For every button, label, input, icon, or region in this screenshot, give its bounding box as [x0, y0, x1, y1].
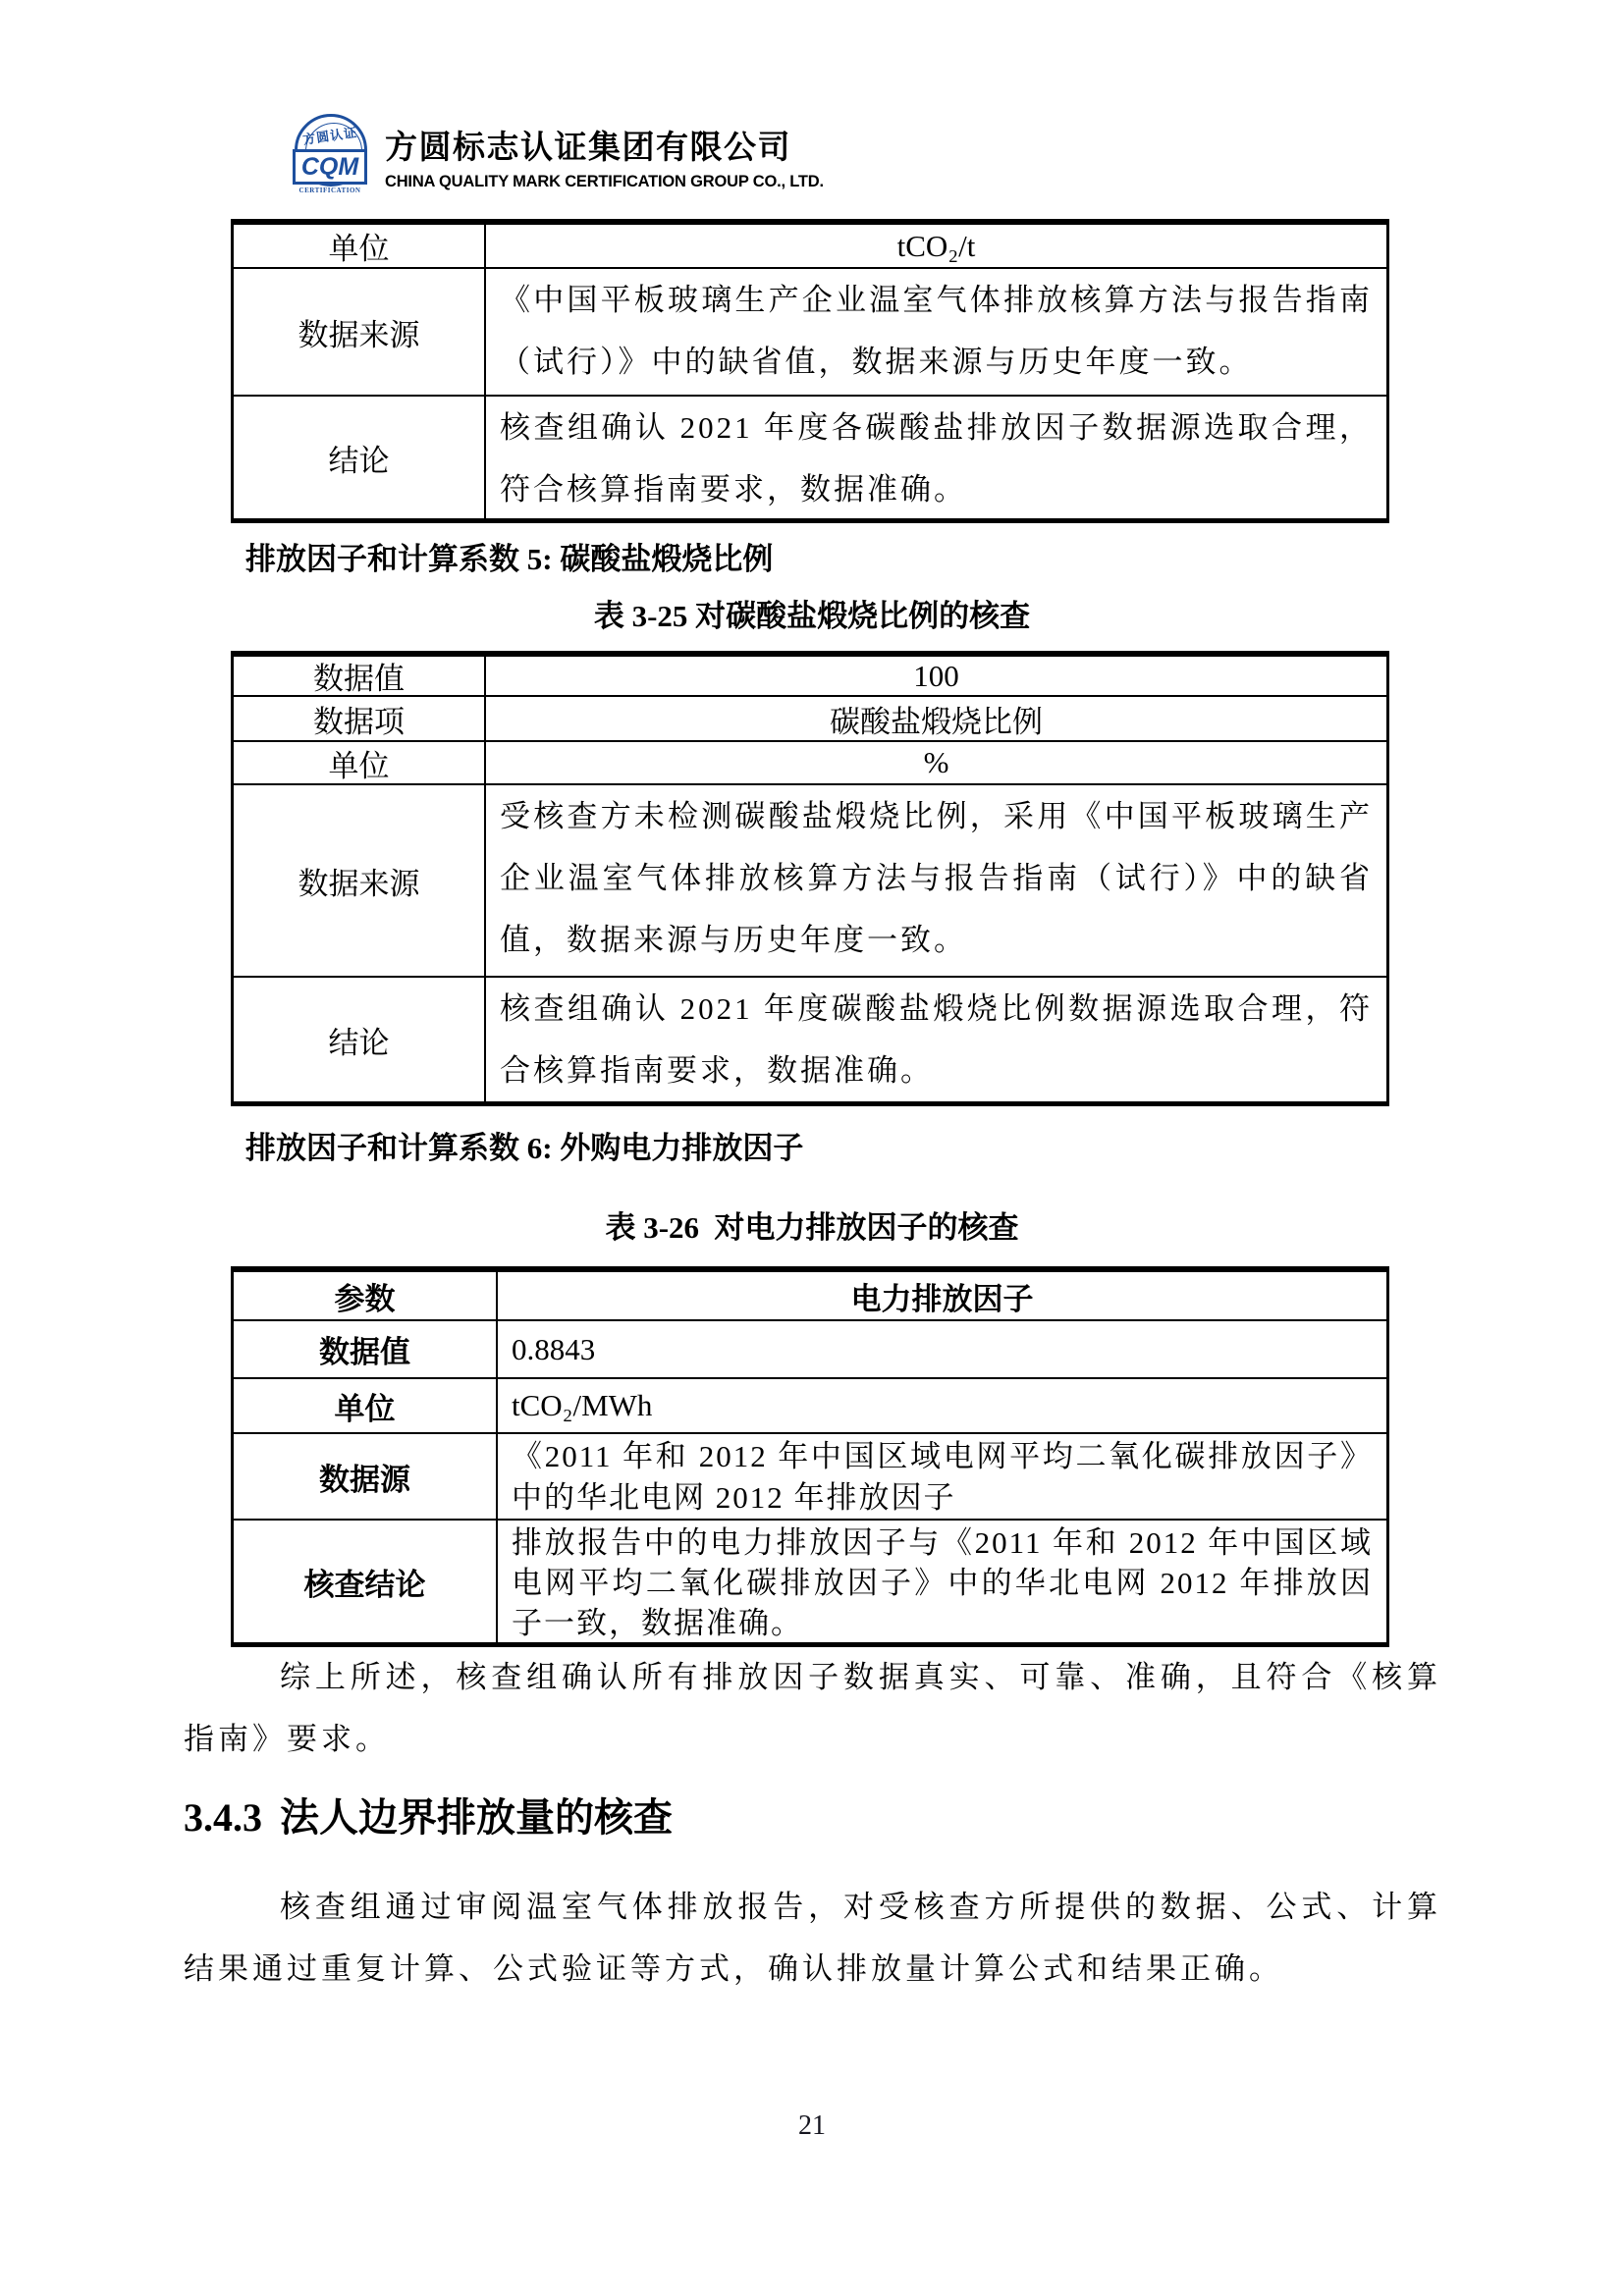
row-value: 0.8843 — [512, 1331, 596, 1366]
row-value: 《2011 年和 2012 年中国区域电网平均二氧化碳排放因子》中的华北电网 2012 年排放因子 — [512, 1439, 1373, 1515]
factor6-heading: 排放因子和计算系数 6: 外购电力排放因子 — [245, 1131, 804, 1165]
row-value: tCO₂/MWh — [512, 1388, 653, 1422]
table-row — [234, 657, 1386, 695]
company-header — [293, 112, 1176, 220]
table-row — [234, 976, 1386, 1101]
table-row — [234, 267, 1386, 395]
company-name-cn: 方圆标志认证集团有限公司 — [385, 131, 791, 166]
table-row — [234, 740, 1386, 783]
summary-paragraph: 综上所述，核查组确认所有排放因子数据真实、可靠、准确，且符合《核算指南》要求。 — [184, 1660, 1441, 1756]
row-value: 100 — [913, 658, 959, 693]
table-3-26 — [231, 1266, 1389, 1647]
row-label: 单位 — [234, 1379, 498, 1432]
row-label: 结论 — [234, 397, 486, 518]
row-label: 结论 — [234, 978, 486, 1101]
section-title: 法人边界排放量的核查 — [280, 1795, 673, 1840]
table-3-25-title: 表 3-25 对碳酸盐煅烧比例的核查 — [593, 599, 1031, 633]
table-row — [234, 695, 1386, 740]
row-value: 核查组确认 2021 年度碳酸盐煅烧比例数据源选取合理，符合核算指南要求，数据准确。 — [500, 991, 1373, 1088]
cqm-logo-icon — [293, 114, 367, 202]
row-value: 碳酸盐煅烧比例 — [830, 704, 1043, 739]
table-row — [234, 225, 1386, 267]
row-label: 数据值 — [234, 657, 486, 695]
row-value: 《中国平板玻璃生产企业温室气体排放核算方法与报告指南（试行）》中的缺省值，数据来源与历史年度一致。 — [500, 283, 1373, 379]
table-row — [234, 1519, 1386, 1642]
row-label: 单位 — [234, 225, 486, 267]
table-row — [234, 1432, 1386, 1519]
row-label: 数据源 — [234, 1434, 498, 1519]
row-value: tCO₂/t — [896, 228, 976, 263]
row-value: 电力排放因子 — [850, 1281, 1034, 1316]
row-label: 数据来源 — [234, 785, 486, 976]
company-name-en: CHINA QUALITY MARK CERTIFICATION GROUP CO., LTD. — [385, 173, 824, 190]
row-label: 数据值 — [234, 1321, 498, 1377]
carbonate-ef-table-continued — [231, 219, 1389, 523]
table-row — [234, 1377, 1386, 1432]
logo-badge-top-text: 方圆认证 — [301, 125, 358, 147]
row-value: 核查组确认 2021 年度各碳酸盐排放因子数据源选取合理，符合核算指南要求，数据准确。 — [500, 410, 1373, 507]
row-label: 参数 — [234, 1272, 498, 1319]
section-number: 3.4.3 — [184, 1795, 262, 1840]
body-paragraph: 核查组通过审阅温室气体排放报告，对受核查方所提供的数据、公式、计算结果通过重复计算、公式验证等方式，确认排放量计算公式和结果正确。 — [184, 1890, 1441, 1986]
table-3-26-title: 表 3-26 对电力排放因子的核查 — [605, 1210, 1019, 1245]
row-value: 受核查方未检测碳酸盐煅烧比例，采用《中国平板玻璃生产企业温室气体排放核算方法与报告指南（试行）》中的缺省值，数据来源与历史年度一致。 — [500, 799, 1373, 957]
section-3-4-3-heading — [184, 1787, 673, 1842]
table-row — [234, 1319, 1386, 1377]
row-label: 单位 — [234, 742, 486, 783]
row-label: 核查结论 — [234, 1521, 498, 1642]
table-3-25 — [231, 651, 1389, 1106]
row-label: 数据来源 — [234, 269, 486, 395]
row-value: 排放报告中的电力排放因子与《2011 年和 2012 年中国区域电网平均二氧化碳排放因子》中的华北电网 2012 年排放因子一致，数据准确。 — [512, 1525, 1373, 1640]
company-name-block — [385, 122, 824, 191]
table-row — [234, 395, 1386, 518]
logo-acronym: CQM — [293, 149, 367, 185]
table-row — [234, 783, 1386, 976]
row-value: % — [923, 745, 949, 779]
factor5-heading: 排放因子和计算系数 5: 碳酸盐煅烧比例 — [245, 542, 774, 576]
row-label: 数据项 — [234, 697, 486, 740]
table-row — [234, 1272, 1386, 1319]
logo-badge-bottom-text: CERTIFICATION — [298, 187, 361, 194]
page-number: 21 — [798, 2110, 826, 2141]
